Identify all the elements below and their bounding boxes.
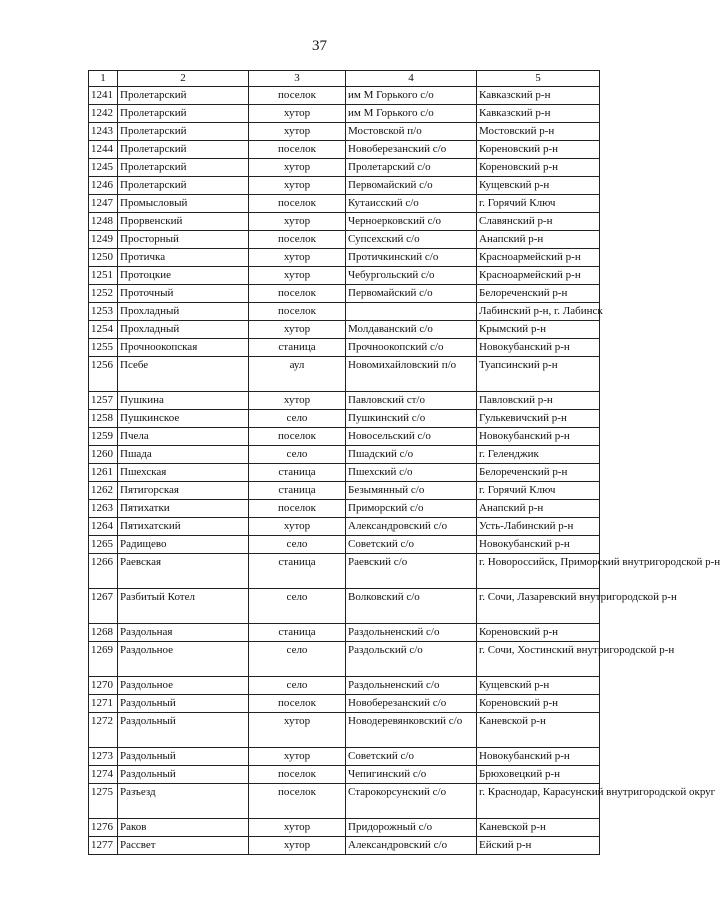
table-row: [89, 321, 600, 339]
table-row: [89, 837, 600, 855]
table-row: [89, 464, 600, 482]
district-name: Славянский р-н: [477, 213, 600, 231]
settlement-type: село: [249, 677, 346, 695]
settlement-type: станица: [249, 339, 346, 357]
settlement-name: Протоцкие: [118, 267, 249, 285]
council-name: Павловский ст/о: [346, 392, 477, 410]
row-number: 1265: [89, 536, 118, 554]
settlement-name: Раздольный: [118, 748, 249, 766]
row-number: 1270: [89, 677, 118, 695]
settlement-name: Раевская: [118, 554, 249, 589]
settlement-name: Раздольная: [118, 624, 249, 642]
row-number: 1245: [89, 159, 118, 177]
settlement-name: Пятигорская: [118, 482, 249, 500]
council-name: Супсехский с/о: [346, 231, 477, 249]
settlement-name: Пролетарский: [118, 87, 249, 105]
settlement-name: Пшехская: [118, 464, 249, 482]
settlement-name: Раздольный: [118, 695, 249, 713]
district-name: Кореновский р-н: [477, 695, 600, 713]
council-name: Старокорсунский с/о: [346, 784, 477, 819]
table-row: [89, 87, 600, 105]
settlement-type: поселок: [249, 87, 346, 105]
council-name: Пушкинский с/о: [346, 410, 477, 428]
row-number: 1251: [89, 267, 118, 285]
settlement-name: Пролетарский: [118, 141, 249, 159]
settlement-type: поселок: [249, 195, 346, 213]
settlement-type: хутор: [249, 713, 346, 748]
district-name: Крымский р-н: [477, 321, 600, 339]
settlement-name: Рассвет: [118, 837, 249, 855]
council-name: Советский с/о: [346, 748, 477, 766]
row-number: 1276: [89, 819, 118, 837]
row-number: 1275: [89, 784, 118, 819]
table-row: [89, 642, 600, 677]
row-number: 1264: [89, 518, 118, 536]
row-number: 1252: [89, 285, 118, 303]
table-row: [89, 748, 600, 766]
row-number: 1254: [89, 321, 118, 339]
district-name: Кореновский р-н: [477, 141, 600, 159]
district-name: Новокубанский р-н: [477, 536, 600, 554]
council-name: Советский с/о: [346, 536, 477, 554]
row-number: 1257: [89, 392, 118, 410]
council-name: Прочноокопский с/о: [346, 339, 477, 357]
settlement-type: поселок: [249, 141, 346, 159]
settlement-type: хутор: [249, 518, 346, 536]
row-number: 1271: [89, 695, 118, 713]
row-number: 1246: [89, 177, 118, 195]
district-name: Кореновский р-н: [477, 159, 600, 177]
settlement-type: станица: [249, 554, 346, 589]
district-name: г. Краснодар, Карасунский внутригородской округ: [477, 784, 600, 819]
council-name: Безымянный с/о: [346, 482, 477, 500]
row-number: 1255: [89, 339, 118, 357]
column-header: 3: [249, 71, 346, 87]
row-number: 1241: [89, 87, 118, 105]
table-row: [89, 500, 600, 518]
row-number: 1261: [89, 464, 118, 482]
district-name: г. Сочи, Лазаревский внутригородской р-н: [477, 589, 600, 624]
table-row: [89, 339, 600, 357]
row-number: 1268: [89, 624, 118, 642]
council-name: Новодеревянковский с/о: [346, 713, 477, 748]
settlement-name: Протичка: [118, 249, 249, 267]
settlement-type: село: [249, 446, 346, 464]
district-name: Кавказский р-н: [477, 87, 600, 105]
row-number: 1274: [89, 766, 118, 784]
council-name: Первомайский с/о: [346, 285, 477, 303]
table-row: [89, 677, 600, 695]
table-row: [89, 267, 600, 285]
table-row: [89, 141, 600, 159]
settlement-name: Раздольное: [118, 677, 249, 695]
settlement-type: поселок: [249, 231, 346, 249]
district-name: Каневской р-н: [477, 713, 600, 748]
settlement-name: Прохладный: [118, 321, 249, 339]
council-name: Новоберезанский с/о: [346, 695, 477, 713]
row-number: 1250: [89, 249, 118, 267]
table-row: [89, 303, 600, 321]
settlement-type: хутор: [249, 267, 346, 285]
settlement-type: село: [249, 589, 346, 624]
settlement-type: хутор: [249, 392, 346, 410]
row-number: 1262: [89, 482, 118, 500]
district-name: Белореченский р-н: [477, 464, 600, 482]
district-name: Мостовский р-н: [477, 123, 600, 141]
settlement-name: Промысловый: [118, 195, 249, 213]
table-row: [89, 159, 600, 177]
council-name: Раздольненский с/о: [346, 677, 477, 695]
council-name: Придорожный с/о: [346, 819, 477, 837]
table-row: [89, 392, 600, 410]
table-header-row: [89, 71, 600, 87]
row-number: 1277: [89, 837, 118, 855]
settlement-type: хутор: [249, 748, 346, 766]
table-row: [89, 536, 600, 554]
row-number: 1259: [89, 428, 118, 446]
table-row: [89, 766, 600, 784]
council-name: Молдаванский с/о: [346, 321, 477, 339]
table-row: [89, 105, 600, 123]
council-name: Александровский с/о: [346, 837, 477, 855]
table-row: [89, 410, 600, 428]
settlement-name: Разбитый Котел: [118, 589, 249, 624]
settlement-type: село: [249, 410, 346, 428]
row-number: 1256: [89, 357, 118, 392]
district-name: Туапсинский р-н: [477, 357, 600, 392]
council-name: Пшадский с/о: [346, 446, 477, 464]
district-name: Лабинский р-н, г. Лабинск: [477, 303, 600, 321]
table-row: [89, 177, 600, 195]
settlement-name: Раков: [118, 819, 249, 837]
council-name: [346, 303, 477, 321]
settlement-type: село: [249, 536, 346, 554]
settlement-type: поселок: [249, 285, 346, 303]
table-row: [89, 554, 600, 589]
table-row: [89, 446, 600, 464]
row-number: 1244: [89, 141, 118, 159]
table-row: [89, 249, 600, 267]
row-number: 1272: [89, 713, 118, 748]
table-row: [89, 695, 600, 713]
settlement-name: Проточный: [118, 285, 249, 303]
settlement-name: Просторный: [118, 231, 249, 249]
settlement-name: Псебе: [118, 357, 249, 392]
row-number: 1249: [89, 231, 118, 249]
district-name: Кореновский р-н: [477, 624, 600, 642]
settlement-name: Пролетарский: [118, 159, 249, 177]
table-row: [89, 713, 600, 748]
row-number: 1253: [89, 303, 118, 321]
settlement-name: Пшада: [118, 446, 249, 464]
table-row: [89, 285, 600, 303]
settlement-name: Раздольный: [118, 766, 249, 784]
settlement-type: хутор: [249, 213, 346, 231]
settlement-name: Пчела: [118, 428, 249, 446]
council-name: Александровский с/о: [346, 518, 477, 536]
council-name: Новосельский с/о: [346, 428, 477, 446]
district-name: Новокубанский р-н: [477, 339, 600, 357]
council-name: Приморский с/о: [346, 500, 477, 518]
settlement-name: Пролетарский: [118, 177, 249, 195]
table-row: [89, 357, 600, 392]
district-name: Ейский р-н: [477, 837, 600, 855]
table-row: [89, 213, 600, 231]
settlement-type: поселок: [249, 695, 346, 713]
row-number: 1258: [89, 410, 118, 428]
settlement-type: хутор: [249, 177, 346, 195]
table-row: [89, 589, 600, 624]
settlement-type: хутор: [249, 123, 346, 141]
council-name: Протичкинский с/о: [346, 249, 477, 267]
settlement-type: село: [249, 642, 346, 677]
settlement-type: поселок: [249, 303, 346, 321]
settlement-type: станица: [249, 482, 346, 500]
settlement-name: Пятихатки: [118, 500, 249, 518]
table-row: [89, 231, 600, 249]
council-name: Первомайский с/о: [346, 177, 477, 195]
column-header: 5: [477, 71, 600, 87]
district-name: Белореченский р-н: [477, 285, 600, 303]
settlement-type: поселок: [249, 428, 346, 446]
table-row: [89, 518, 600, 536]
table-row: [89, 428, 600, 446]
settlement-type: хутор: [249, 321, 346, 339]
district-name: Кавказский р-н: [477, 105, 600, 123]
district-name: Каневской р-н: [477, 819, 600, 837]
table-row: [89, 482, 600, 500]
district-name: г. Горячий Ключ: [477, 195, 600, 213]
district-name: Кущевский р-н: [477, 677, 600, 695]
settlement-name: Прохладный: [118, 303, 249, 321]
settlement-name: Раздольное: [118, 642, 249, 677]
district-name: Брюховецкий р-н: [477, 766, 600, 784]
council-name: Пролетарский с/о: [346, 159, 477, 177]
settlement-type: поселок: [249, 766, 346, 784]
council-name: Раздольненский с/о: [346, 624, 477, 642]
row-number: 1260: [89, 446, 118, 464]
council-name: Волковский с/о: [346, 589, 477, 624]
council-name: Кутаисский с/о: [346, 195, 477, 213]
district-name: Анапский р-н: [477, 231, 600, 249]
council-name: Раздольский с/о: [346, 642, 477, 677]
column-header: 2: [118, 71, 249, 87]
council-name: Раевский с/о: [346, 554, 477, 589]
district-name: г. Новороссийск, Приморский внутригородской р-н: [477, 554, 600, 589]
row-number: 1267: [89, 589, 118, 624]
settlement-name: Пролетарский: [118, 105, 249, 123]
council-name: Чебургольский с/о: [346, 267, 477, 285]
row-number: 1242: [89, 105, 118, 123]
settlement-type: станица: [249, 464, 346, 482]
district-name: г. Сочи, Хостинский внутригородской р-н: [477, 642, 600, 677]
settlement-type: хутор: [249, 105, 346, 123]
settlement-type: хутор: [249, 159, 346, 177]
district-name: Красноармейский р-н: [477, 249, 600, 267]
council-name: им М Горького с/о: [346, 87, 477, 105]
council-name: им М Горького с/о: [346, 105, 477, 123]
council-name: Чепигинский с/о: [346, 766, 477, 784]
table-row: [89, 819, 600, 837]
council-name: Новомихайловский п/о: [346, 357, 477, 392]
settlement-type: хутор: [249, 837, 346, 855]
district-name: Новокубанский р-н: [477, 428, 600, 446]
table-row: [89, 624, 600, 642]
settlement-type: аул: [249, 357, 346, 392]
settlement-name: Прорвенский: [118, 213, 249, 231]
table-row: [89, 195, 600, 213]
council-name: Черноерковский с/о: [346, 213, 477, 231]
settlement-type: поселок: [249, 784, 346, 819]
settlement-name: Раздольный: [118, 713, 249, 748]
settlement-name: Пушкинское: [118, 410, 249, 428]
settlements-table: [88, 70, 720, 855]
table-row: [89, 123, 600, 141]
column-header: 4: [346, 71, 477, 87]
district-name: г. Горячий Ключ: [477, 482, 600, 500]
district-name: Гулькевичский р-н: [477, 410, 600, 428]
district-name: Усть-Лабинский р-н: [477, 518, 600, 536]
district-name: г. Геленджик: [477, 446, 600, 464]
row-number: 1263: [89, 500, 118, 518]
council-name: Пшехский с/о: [346, 464, 477, 482]
settlement-name: Пушкина: [118, 392, 249, 410]
row-number: 1266: [89, 554, 118, 589]
settlement-name: Пролетарский: [118, 123, 249, 141]
row-number: 1243: [89, 123, 118, 141]
district-name: Кущевский р-н: [477, 177, 600, 195]
council-name: Мостовской п/о: [346, 123, 477, 141]
settlement-name: Прочноокопская: [118, 339, 249, 357]
table-row: [89, 784, 600, 819]
row-number: 1248: [89, 213, 118, 231]
settlement-name: Разъезд: [118, 784, 249, 819]
district-name: Павловский р-н: [477, 392, 600, 410]
settlement-type: поселок: [249, 500, 346, 518]
district-name: Анапский р-н: [477, 500, 600, 518]
page-number: 37: [312, 38, 327, 54]
settlement-type: хутор: [249, 249, 346, 267]
row-number: 1269: [89, 642, 118, 677]
settlement-type: станица: [249, 624, 346, 642]
settlement-type: хутор: [249, 819, 346, 837]
council-name: Новоберезанский с/о: [346, 141, 477, 159]
column-header: 1: [89, 71, 118, 87]
district-name: Красноармейский р-н: [477, 267, 600, 285]
settlement-name: Пятихатский: [118, 518, 249, 536]
row-number: 1247: [89, 195, 118, 213]
district-name: Новокубанский р-н: [477, 748, 600, 766]
settlement-name: Радищево: [118, 536, 249, 554]
row-number: 1273: [89, 748, 118, 766]
